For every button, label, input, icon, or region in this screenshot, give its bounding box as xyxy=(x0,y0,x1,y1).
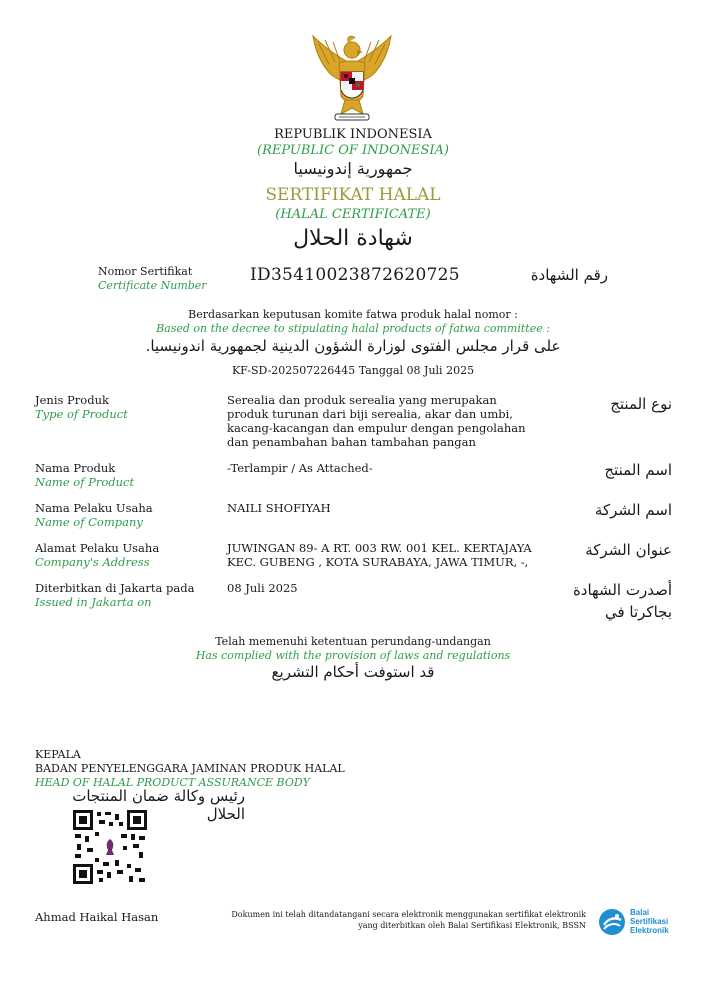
certificate-number-label: Nomor Sertifikat xyxy=(98,265,193,278)
certificate-number-label-arabic: رقم الشهادة xyxy=(530,266,608,284)
certificate-title-english: (HALAL CERTIFICATE) xyxy=(275,207,431,222)
bsre-logo-line3: Elektronik xyxy=(630,926,669,935)
decree-reference: KF-SD-202507226445 Tanggal 08 Juli 2025 xyxy=(231,364,475,377)
field-label-arabic: أصدرت الشهادة بجاكرتا في xyxy=(572,581,672,621)
decree-text-english: Based on the decree to stipulating halal products of fatwa committee : xyxy=(156,322,550,335)
signatory-line1: KEPALA xyxy=(35,748,81,761)
field-label-english: Issued in Jakarta on xyxy=(35,595,152,609)
qr-code xyxy=(73,810,147,884)
field-label-arabic: عنوان الشركة xyxy=(585,541,672,559)
field-label-arabic: نوع المنتج xyxy=(610,395,672,413)
signatory-line2: BADAN PENYELENGGARA JAMINAN PRODUK HALAL xyxy=(35,762,345,775)
country-title-english: (REPUBLIC OF INDONESIA) xyxy=(257,143,449,158)
compliance-text-arabic: قد استوفت أحكام التشريع xyxy=(271,663,435,681)
field-label-arabic: اسم المنتج xyxy=(604,461,672,479)
qr-code-icon xyxy=(73,810,147,884)
field-label-english: Company's Address xyxy=(35,555,150,569)
field-label: Nama Pelaku Usaha xyxy=(35,501,153,515)
bsre-logo xyxy=(598,907,678,937)
field-label-english: Type of Product xyxy=(35,407,128,421)
garuda-emblem-icon xyxy=(305,34,399,124)
decree-text: Berdasarkan keputusan komite fatwa produk halal nomor : xyxy=(188,308,518,321)
bsre-logo-icon xyxy=(598,908,626,936)
e-signature-note-line2: yang diterbitkan oleh Balai Sertifikasi Elektronik, BSSN xyxy=(358,921,586,930)
field-label: Diterbitkan di Jakarta pada xyxy=(35,581,195,595)
bsre-logo-line1: Balai xyxy=(630,908,650,917)
country-title: REPUBLIK INDONESIA xyxy=(274,127,432,142)
country-title-arabic: جمهورية إندونيسيا xyxy=(293,159,413,178)
signatory-title-arabic: رئيس وكالة ضمان المنتجات الحلال xyxy=(72,787,245,823)
signatory-name: Ahmad Haikal Hasan xyxy=(35,910,159,924)
decree-text-arabic: على قرار مجلس الفتوى لوزارة الشؤون الدينية لجمهورية اندونيسيا. xyxy=(145,337,561,355)
field-label-arabic: اسم الشركة xyxy=(594,501,672,519)
field-value: 08 Juli 2025 xyxy=(227,581,298,595)
field-label: Jenis Produk xyxy=(35,393,109,407)
certificate-number-label-english: Certificate Number xyxy=(98,279,207,292)
bsre-logo-line2: Sertifikasi xyxy=(630,917,669,926)
field-value: Serealia dan produk serealia yang merupakan produk turunan dari biji serealia, akar dan umbi, kacang-kacangan dan empulur dengan pengolahan dan penambahan bahan tambahan pangan xyxy=(227,393,526,449)
compliance-text-english: Has complied with the provision of laws and regulations xyxy=(195,649,511,662)
field-label: Alamat Pelaku Usaha xyxy=(35,541,160,555)
signatory-title-english: HEAD OF HALAL PRODUCT ASSURANCE BODY xyxy=(35,776,310,789)
field-value: -Terlampir / As Attached- xyxy=(227,461,373,475)
compliance-text: Telah memenuhi ketentuan perundang-undangan xyxy=(215,635,491,648)
certificate-title-arabic: شهادة الحلال xyxy=(293,226,413,251)
certificate-title: SERTIFIKAT HALAL xyxy=(265,185,441,205)
certificate-number-value: ID35410023872620725 xyxy=(250,265,460,285)
field-value: NAILI SHOFIYAH xyxy=(227,501,331,515)
field-value: JUWINGAN 89- A RT. 003 RW. 001 KEL. KERTAJAYA KEC. GUBENG , KOTA SURABAYA, JAWA TIMUR, -, xyxy=(227,541,532,569)
field-label: Nama Produk xyxy=(35,461,116,475)
e-signature-note xyxy=(200,909,586,931)
e-signature-note-line1: Dokumen ini telah ditandatangani secara elektronik menggunakan sertifikat elektronik xyxy=(231,910,586,919)
field-label-english: Name of Product xyxy=(35,475,135,489)
field-label-english: Name of Company xyxy=(35,515,143,529)
